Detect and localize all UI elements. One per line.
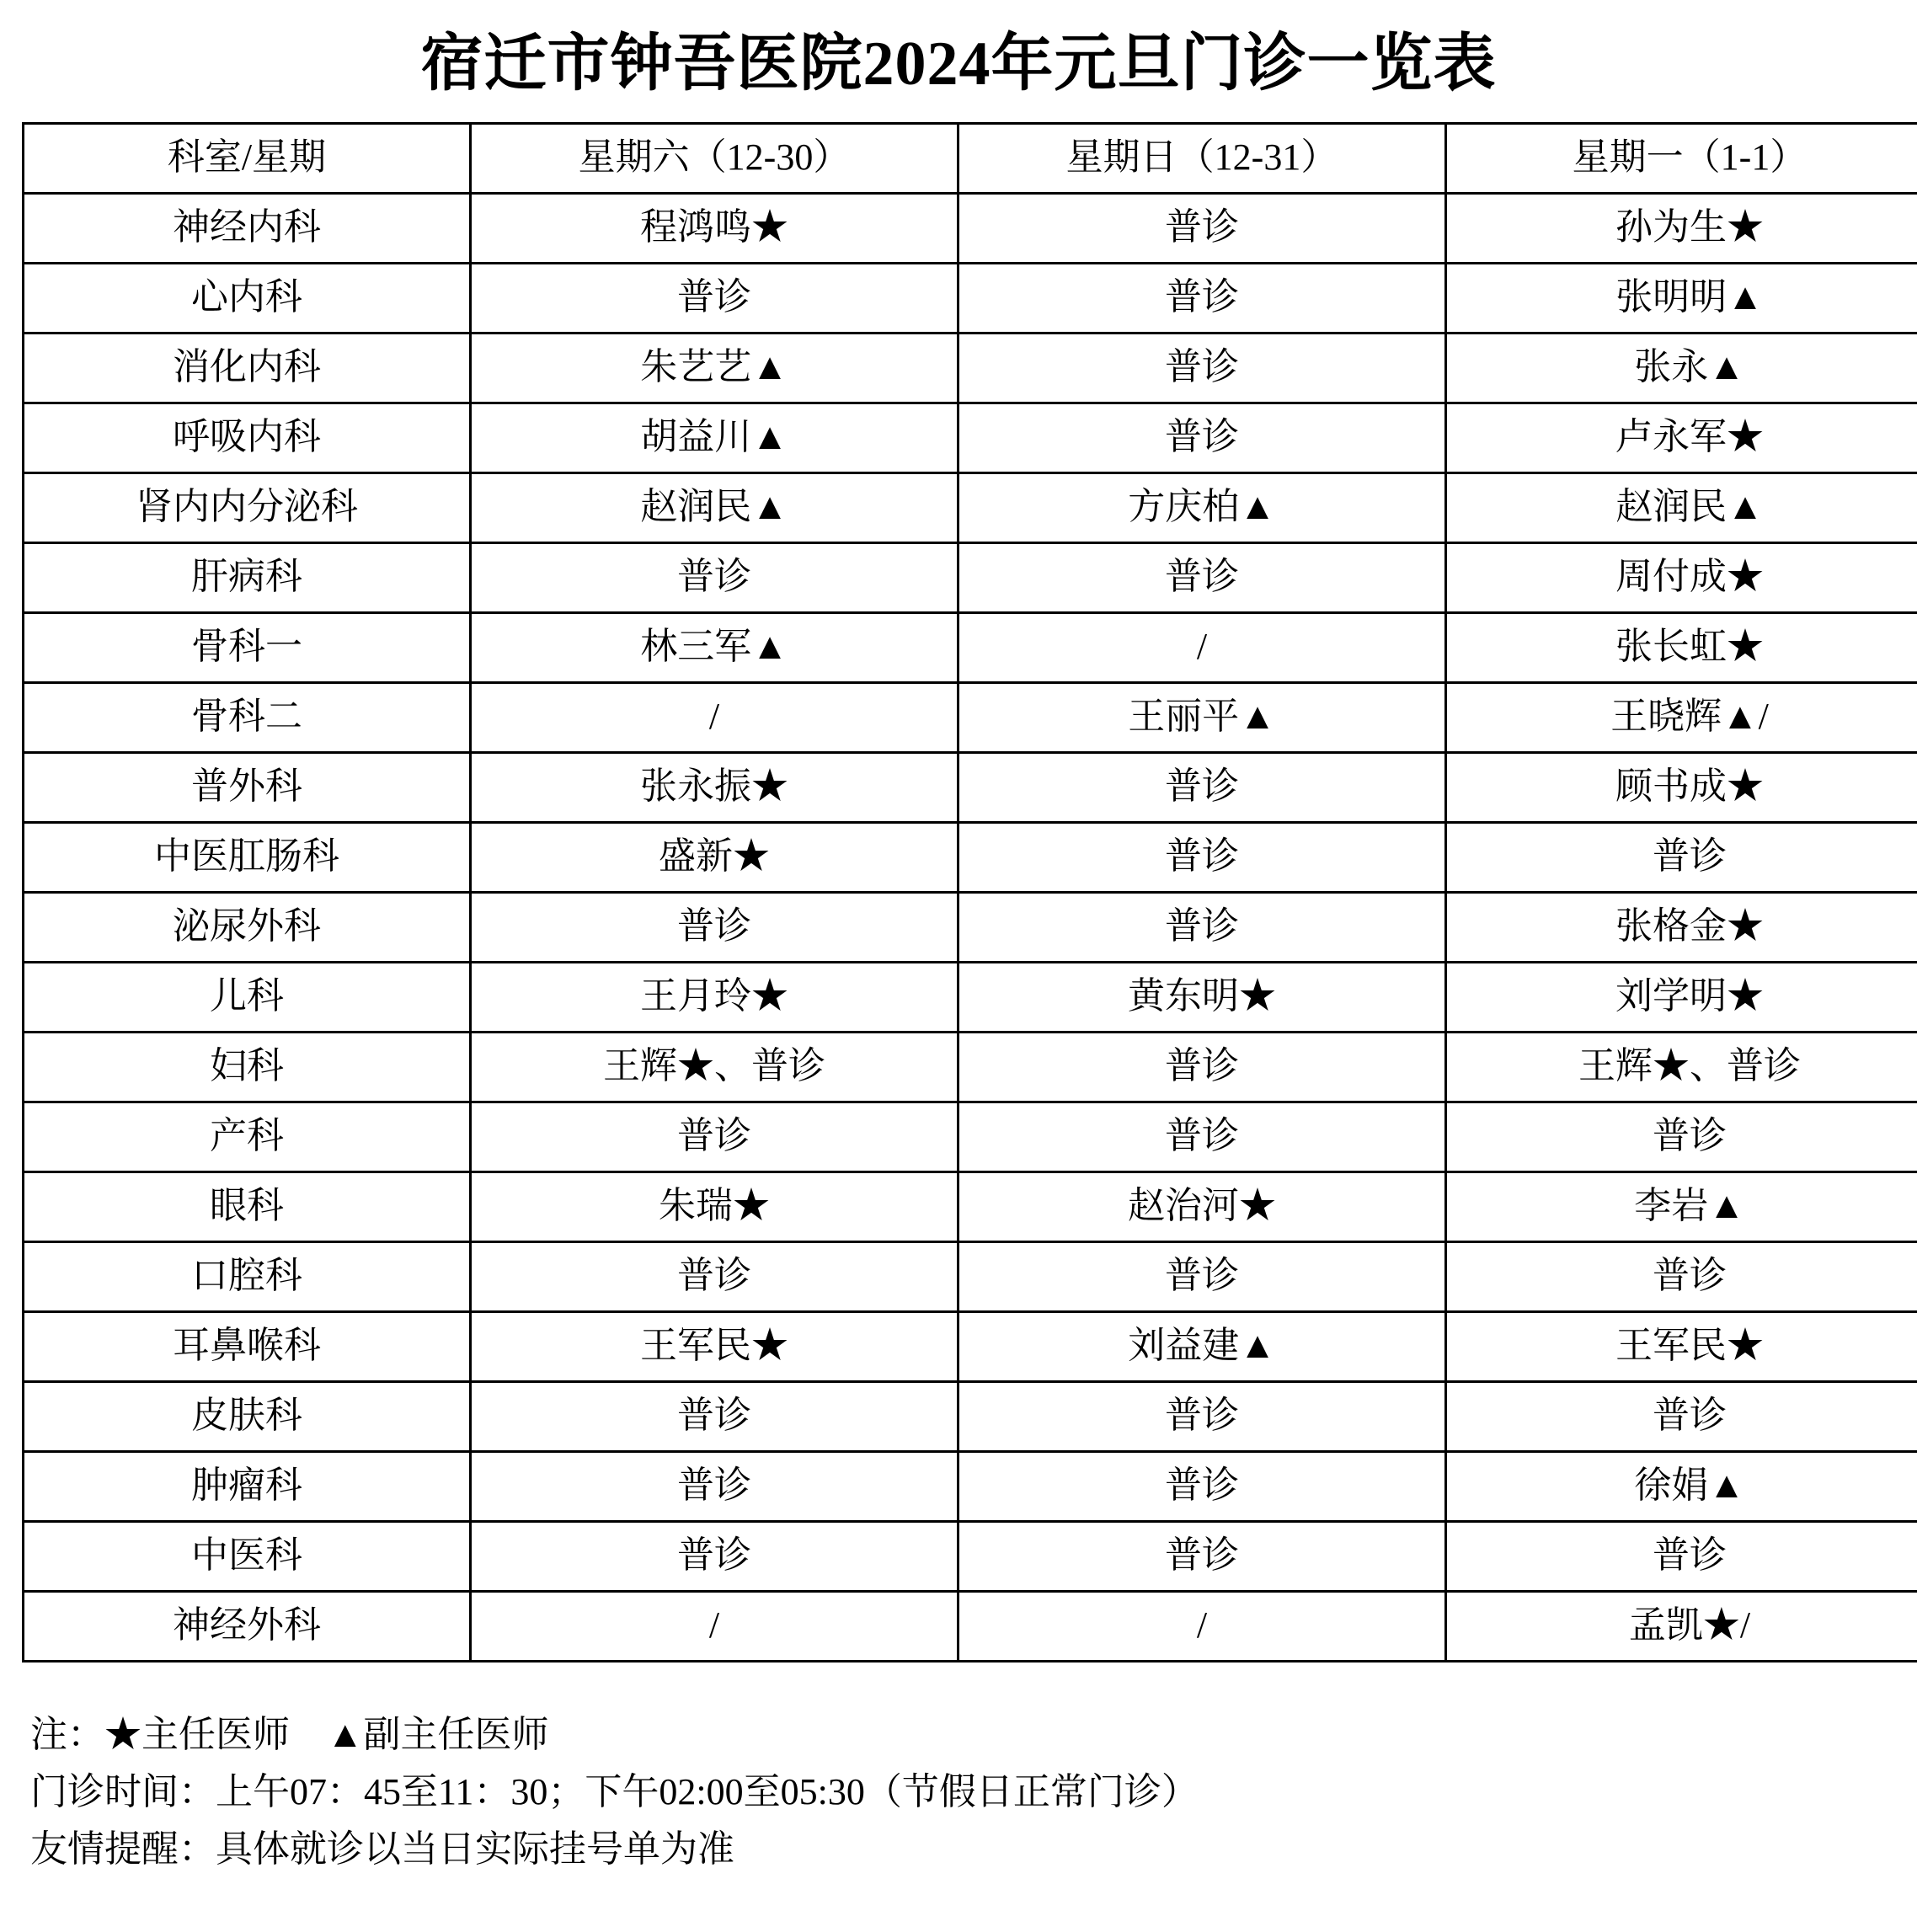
cell-monday: 张格金★: [1446, 892, 1917, 962]
cell-department: 肿瘤科: [24, 1451, 471, 1521]
cell-department: 肾内内分泌科: [24, 472, 471, 542]
cell-sunday: 普诊: [958, 1032, 1446, 1102]
table-row: [24, 822, 1917, 892]
table-row: [24, 892, 1917, 962]
cell-sunday: 普诊: [958, 752, 1446, 822]
cell-monday: 张永▲: [1446, 333, 1917, 403]
table-row: [24, 333, 1917, 403]
cell-monday: 普诊: [1446, 822, 1917, 892]
cell-saturday: 普诊: [471, 1102, 958, 1171]
table-row: [24, 1102, 1917, 1171]
table-row: [24, 193, 1917, 263]
cell-saturday: 普诊: [471, 1241, 958, 1311]
cell-department: 皮肤科: [24, 1381, 471, 1451]
column-header-department: 科室/星期: [24, 123, 471, 193]
cell-department: 中医肛肠科: [24, 822, 471, 892]
page-title: 宿迁市钟吾医院2024年元旦门诊一览表: [420, 29, 1497, 99]
cell-monday: 卢永军★: [1446, 403, 1917, 472]
table-row: [24, 1311, 1917, 1381]
cell-department: 儿科: [24, 962, 471, 1032]
cell-department: 泌尿外科: [24, 892, 471, 962]
cell-sunday: 刘益建▲: [958, 1311, 1446, 1381]
cell-saturday: /: [471, 1591, 958, 1661]
cell-department: 产科: [24, 1102, 471, 1171]
cell-sunday: 普诊: [958, 1451, 1446, 1521]
cell-monday: 徐娟▲: [1446, 1451, 1917, 1521]
cell-department: 神经外科: [24, 1591, 471, 1661]
cell-department: 眼科: [24, 1171, 471, 1241]
cell-saturday: 普诊: [471, 1381, 958, 1451]
cell-sunday: 普诊: [958, 1521, 1446, 1591]
table-row: [24, 1241, 1917, 1311]
cell-saturday: 普诊: [471, 892, 958, 962]
cell-monday: 普诊: [1446, 1381, 1917, 1451]
table-body: [24, 123, 1917, 1661]
column-header-sunday: 星期日（12-31）: [958, 123, 1446, 193]
cell-sunday: 普诊: [958, 263, 1446, 333]
cell-monday: 王辉★、普诊: [1446, 1032, 1917, 1102]
table-row: [24, 1381, 1917, 1451]
cell-sunday: 普诊: [958, 193, 1446, 263]
cell-department: 神经内科: [24, 193, 471, 263]
cell-monday: 普诊: [1446, 1241, 1917, 1311]
cell-saturday: /: [471, 682, 958, 752]
cell-saturday: 普诊: [471, 542, 958, 612]
cell-monday: 李岩▲: [1446, 1171, 1917, 1241]
note-legend: 注：★主任医师 ▲副主任医师: [30, 1713, 549, 1755]
cell-department: 骨科一: [24, 612, 471, 682]
cell-sunday: 普诊: [958, 1381, 1446, 1451]
cell-sunday: 普诊: [958, 1241, 1446, 1311]
cell-saturday: 王月玲★: [471, 962, 958, 1032]
cell-monday: 张明明▲: [1446, 263, 1917, 333]
cell-sunday: /: [958, 1591, 1446, 1661]
cell-department: 普外科: [24, 752, 471, 822]
table-row: [24, 1521, 1917, 1591]
table-row: [24, 1451, 1917, 1521]
cell-sunday: /: [958, 612, 1446, 682]
cell-sunday: 黄东明★: [958, 962, 1446, 1032]
table-row: [24, 1591, 1917, 1661]
cell-department: 心内科: [24, 263, 471, 333]
cell-saturday: 普诊: [471, 1521, 958, 1591]
cell-monday: 普诊: [1446, 1521, 1917, 1591]
table-row: [24, 1032, 1917, 1102]
cell-monday: 普诊: [1446, 1102, 1917, 1171]
cell-saturday: 朱艺艺▲: [471, 333, 958, 403]
table-row: [24, 612, 1917, 682]
cell-sunday: 方庆柏▲: [958, 472, 1446, 542]
cell-saturday: 赵润民▲: [471, 472, 958, 542]
cell-saturday: 朱瑞★: [471, 1171, 958, 1241]
cell-saturday: 张永振★: [471, 752, 958, 822]
cell-sunday: 普诊: [958, 403, 1446, 472]
cell-sunday: 普诊: [958, 892, 1446, 962]
cell-saturday: 林三军▲: [471, 612, 958, 682]
cell-monday: 王晓辉▲/: [1446, 682, 1917, 752]
cell-saturday: 胡益川▲: [471, 403, 958, 472]
cell-saturday: 王辉★、普诊: [471, 1032, 958, 1102]
outpatient-schedule-table: [22, 122, 1917, 1662]
cell-monday: 孟凯★/: [1446, 1591, 1917, 1661]
cell-saturday: 王军民★: [471, 1311, 958, 1381]
cell-sunday: 普诊: [958, 822, 1446, 892]
table-header-row: [24, 123, 1917, 193]
note-reminder: 友情提醒：具体就诊以当日实际挂号单为准: [30, 1828, 734, 1870]
cell-department: 耳鼻喉科: [24, 1311, 471, 1381]
cell-sunday: 普诊: [958, 542, 1446, 612]
column-header-saturday: 星期六（12-30）: [471, 123, 958, 193]
cell-saturday: 普诊: [471, 1451, 958, 1521]
cell-monday: 张长虹★: [1446, 612, 1917, 682]
cell-sunday: 王丽平▲: [958, 682, 1446, 752]
cell-monday: 顾书成★: [1446, 752, 1917, 822]
column-header-monday: 星期一（1-1）: [1446, 123, 1917, 193]
cell-saturday: 普诊: [471, 263, 958, 333]
table-row: [24, 1171, 1917, 1241]
cell-sunday: 普诊: [958, 1102, 1446, 1171]
table-row: [24, 682, 1917, 752]
cell-department: 消化内科: [24, 333, 471, 403]
cell-sunday: 普诊: [958, 333, 1446, 403]
cell-department: 骨科二: [24, 682, 471, 752]
table-row: [24, 472, 1917, 542]
cell-sunday: 赵治河★: [958, 1171, 1446, 1241]
cell-department: 肝病科: [24, 542, 471, 612]
cell-monday: 王军民★: [1446, 1311, 1917, 1381]
cell-saturday: 盛新★: [471, 822, 958, 892]
table-row: [24, 752, 1917, 822]
footer-notes: [30, 1706, 1895, 1879]
cell-monday: 孙为生★: [1446, 193, 1917, 263]
table-row: [24, 542, 1917, 612]
cell-department: 妇科: [24, 1032, 471, 1102]
table-row: [24, 263, 1917, 333]
cell-saturday: 程鸿鸣★: [471, 193, 958, 263]
note-hours: 门诊时间：上午07：45至11：30；下午02:00至05:30（节假日正常门诊）: [30, 1770, 1199, 1812]
cell-monday: 赵润民▲: [1446, 472, 1917, 542]
cell-department: 中医科: [24, 1521, 471, 1591]
table-row: [24, 403, 1917, 472]
cell-monday: 周付成★: [1446, 542, 1917, 612]
table-row: [24, 962, 1917, 1032]
cell-department: 呼吸内科: [24, 403, 471, 472]
cell-department: 口腔科: [24, 1241, 471, 1311]
cell-monday: 刘学明★: [1446, 962, 1917, 1032]
